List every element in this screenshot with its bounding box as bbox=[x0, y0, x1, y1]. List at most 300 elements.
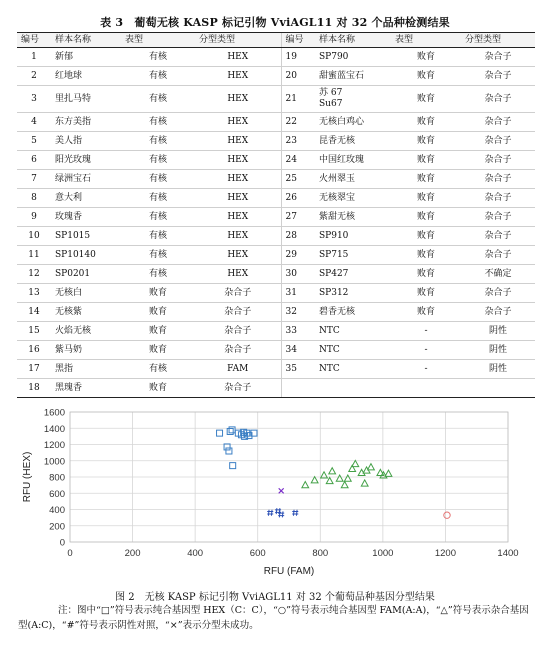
chart-marks bbox=[217, 427, 451, 519]
circle-marker bbox=[444, 512, 450, 518]
table-row bbox=[17, 284, 535, 303]
cell-genotype-text: 杂合子 bbox=[484, 306, 512, 317]
cell-genotype-text: HEX bbox=[227, 249, 249, 260]
table-title: 表 3 葡萄无核 KASP 标记引物 VviAGL11 对 32 个品种检测结果 bbox=[100, 16, 450, 29]
cell-phenotype bbox=[391, 284, 461, 303]
table-row bbox=[17, 113, 535, 132]
cell-genotype-text: 杂合子 bbox=[484, 116, 512, 127]
cell-id bbox=[17, 246, 51, 265]
cell-genotype-text: HEX bbox=[227, 230, 249, 241]
y-tick-label: 1600 bbox=[43, 407, 65, 419]
cell-phenotype bbox=[391, 113, 461, 132]
y-tick-label: 1200 bbox=[43, 440, 65, 451]
cell-phenotype bbox=[121, 151, 195, 170]
table-row bbox=[17, 341, 535, 360]
cell-name bbox=[315, 341, 391, 360]
table-row bbox=[17, 360, 535, 379]
cell-phenotype bbox=[121, 170, 195, 189]
cell-phenotype-text: 有核 bbox=[148, 70, 167, 81]
cell-name bbox=[315, 379, 391, 398]
cell-phenotype-text: 有核 bbox=[148, 116, 167, 127]
cell-id-text: 19 bbox=[285, 51, 297, 62]
cell-id bbox=[281, 208, 315, 227]
cell-genotype bbox=[195, 284, 281, 303]
cell-phenotype-text: 有核 bbox=[148, 230, 167, 241]
cell-genotype-text: 杂合子 bbox=[224, 287, 252, 298]
cell-genotype bbox=[195, 113, 281, 132]
cell-phenotype-text: 败育 bbox=[148, 306, 167, 317]
cell-name-text: SP427 bbox=[319, 268, 349, 279]
cell-name bbox=[315, 246, 391, 265]
x-tick-label: 800 bbox=[312, 548, 329, 559]
cell-name bbox=[315, 208, 391, 227]
square-marker bbox=[227, 429, 233, 435]
cell-name bbox=[51, 284, 121, 303]
header-id-left: 编号 bbox=[17, 33, 51, 48]
cell-phenotype-text: 败育 bbox=[416, 116, 435, 127]
cell-id-text: 20 bbox=[285, 70, 297, 81]
cell-id bbox=[17, 360, 51, 379]
cell-genotype bbox=[461, 48, 535, 67]
chart-axes bbox=[44, 408, 519, 560]
cell-genotype-text: 杂合子 bbox=[484, 93, 512, 104]
header-phenotype-left: 表型 bbox=[121, 33, 195, 48]
cell-genotype-text: HEX bbox=[227, 211, 249, 222]
cell-genotype bbox=[195, 246, 281, 265]
cell-genotype-text: HEX bbox=[227, 192, 249, 203]
cell-name-text: SP0201 bbox=[55, 268, 91, 279]
x-tick-label: 0 bbox=[67, 548, 73, 559]
triangle-marker bbox=[368, 464, 375, 470]
cell-genotype-text: 杂合子 bbox=[224, 325, 252, 336]
cell-name bbox=[315, 151, 391, 170]
cell-genotype bbox=[195, 67, 281, 86]
cell-phenotype bbox=[391, 151, 461, 170]
cell-name-text: 无核翠宝 bbox=[319, 192, 356, 203]
table-row bbox=[17, 86, 535, 113]
cell-id bbox=[281, 284, 315, 303]
square-marker bbox=[217, 430, 223, 436]
cell-id bbox=[281, 132, 315, 151]
cell-id bbox=[17, 265, 51, 284]
cell-name-text: 玫瑰香 bbox=[55, 211, 83, 222]
cell-name bbox=[51, 132, 121, 151]
x-tick-label: 1000 bbox=[372, 548, 394, 559]
x-marker bbox=[279, 488, 284, 493]
cell-genotype-text: HEX bbox=[227, 93, 249, 104]
triangle-marker bbox=[385, 470, 392, 476]
table-row bbox=[17, 322, 535, 341]
cell-phenotype bbox=[391, 86, 461, 113]
cell-id-text: 7 bbox=[31, 173, 37, 184]
cell-id-text: 2 bbox=[31, 70, 37, 81]
cell-genotype-text: 阴性 bbox=[488, 344, 507, 355]
cell-id-text: 15 bbox=[28, 325, 40, 336]
cell-phenotype-text: 有核 bbox=[148, 154, 167, 165]
cell-phenotype bbox=[121, 48, 195, 67]
cell-phenotype bbox=[121, 341, 195, 360]
cell-id bbox=[17, 303, 51, 322]
square-marker bbox=[229, 427, 235, 433]
cell-genotype-text: HEX bbox=[227, 135, 249, 146]
cell-genotype-text: 杂合子 bbox=[484, 154, 512, 165]
cell-name bbox=[51, 113, 121, 132]
y-tick-label: 800 bbox=[49, 472, 65, 484]
cell-phenotype bbox=[121, 227, 195, 246]
cell-id bbox=[17, 151, 51, 170]
cell-name bbox=[315, 132, 391, 151]
cell-phenotype-text: 有核 bbox=[148, 363, 167, 374]
cell-name-text: 紫甜无核 bbox=[319, 211, 356, 222]
cell-name bbox=[315, 284, 391, 303]
cell-genotype bbox=[195, 189, 281, 208]
cell-id bbox=[281, 113, 315, 132]
cell-phenotype bbox=[391, 227, 461, 246]
cell-name bbox=[51, 360, 121, 379]
cell-phenotype bbox=[121, 360, 195, 379]
table-header-row bbox=[17, 33, 535, 48]
cell-id bbox=[281, 189, 315, 208]
cell-genotype bbox=[195, 379, 281, 398]
cell-name bbox=[315, 48, 391, 67]
cell-genotype bbox=[461, 189, 535, 208]
cell-name bbox=[315, 322, 391, 341]
cell-phenotype-text: 败育 bbox=[148, 325, 167, 336]
cell-phenotype-text: 败育 bbox=[148, 287, 167, 298]
cell-genotype-text: 阴性 bbox=[488, 325, 507, 336]
table-row bbox=[17, 170, 535, 189]
table-row bbox=[17, 48, 535, 67]
cell-name bbox=[315, 360, 391, 379]
y-tick-label: 200 bbox=[49, 521, 65, 533]
cell-id-text: 4 bbox=[31, 116, 37, 127]
cell-name-text: SP1015 bbox=[55, 230, 91, 241]
cell-id bbox=[281, 170, 315, 189]
cell-phenotype bbox=[121, 265, 195, 284]
cell-id-text: 1 bbox=[31, 51, 37, 62]
cell-genotype-text: 杂合子 bbox=[484, 230, 512, 241]
table-row bbox=[17, 265, 535, 284]
cell-genotype-text: FAM bbox=[227, 363, 249, 374]
cell-name bbox=[51, 246, 121, 265]
cell-genotype-text: 杂合子 bbox=[484, 192, 512, 203]
cell-id-text: 3 bbox=[31, 93, 37, 104]
cell-name-text: 意大利 bbox=[55, 192, 83, 203]
figure-note: 注：图中“□”符号表示纯合基因型 HEX（C：C），“○”符号表示纯合基因型 FAM(A:A)，“△”符号表示杂合基因型(A:C)，“#”符号表示阴性对照，“×”表示分型未成功。 bbox=[18, 605, 529, 631]
cell-name bbox=[51, 151, 121, 170]
cell-genotype-text: 杂合子 bbox=[484, 211, 512, 222]
cell-phenotype bbox=[121, 303, 195, 322]
cell-phenotype-text: 有核 bbox=[148, 51, 167, 62]
cell-id bbox=[281, 303, 315, 322]
cell-id-text: 24 bbox=[285, 154, 297, 165]
cell-phenotype-text: 有核 bbox=[148, 249, 167, 260]
cell-id-text: 14 bbox=[28, 306, 40, 317]
cell-genotype bbox=[195, 132, 281, 151]
cell-id-text: 33 bbox=[285, 325, 297, 336]
y-tick-label: 1000 bbox=[43, 456, 65, 468]
cell-genotype-text: HEX bbox=[227, 116, 249, 127]
cell-name bbox=[315, 227, 391, 246]
cell-id-text: 17 bbox=[28, 363, 40, 374]
cell-name-text: 无核紫 bbox=[55, 306, 83, 317]
cell-phenotype-text: 败育 bbox=[416, 70, 435, 81]
cell-phenotype-text: 有核 bbox=[148, 173, 167, 184]
cell-genotype-text: 杂合子 bbox=[484, 173, 512, 184]
cell-name-text: SP910 bbox=[319, 230, 349, 241]
cell-genotype bbox=[195, 151, 281, 170]
triangle-marker bbox=[361, 480, 368, 486]
triangle-marker bbox=[344, 475, 351, 481]
chart-grid bbox=[70, 412, 508, 542]
genotype-scatter-chart bbox=[10, 400, 530, 582]
cell-name-text: 苏 67 Su67 bbox=[319, 88, 343, 109]
cell-name-text: 无核白 bbox=[55, 287, 83, 298]
cell-genotype bbox=[195, 48, 281, 67]
cell-phenotype-text: 有核 bbox=[148, 211, 167, 222]
triangle-marker bbox=[329, 468, 336, 474]
cell-id-text: 30 bbox=[285, 268, 297, 279]
cell-name bbox=[51, 170, 121, 189]
y-tick-label: 400 bbox=[49, 505, 65, 516]
header-id-right: 编号 bbox=[281, 33, 315, 48]
cell-id-text: 26 bbox=[285, 192, 297, 203]
cell-id bbox=[281, 227, 315, 246]
cell-id-text: 25 bbox=[285, 173, 297, 184]
triangle-marker bbox=[311, 477, 318, 483]
cell-id bbox=[17, 227, 51, 246]
cell-id bbox=[17, 170, 51, 189]
cell-phenotype-text: 败育 bbox=[416, 93, 435, 104]
cell-id-text: 9 bbox=[31, 211, 37, 222]
cell-id-text: 5 bbox=[31, 135, 37, 146]
cell-genotype bbox=[195, 360, 281, 379]
cell-id-text: 10 bbox=[28, 230, 40, 241]
cell-name bbox=[51, 227, 121, 246]
x-axis-label: RFU (FAM) bbox=[263, 566, 315, 577]
cell-name-text: 火州翠玉 bbox=[319, 173, 356, 184]
cell-phenotype bbox=[121, 113, 195, 132]
cell-id-text: 31 bbox=[285, 287, 297, 298]
triangle-marker bbox=[341, 482, 348, 488]
cell-genotype bbox=[461, 360, 535, 379]
cell-phenotype bbox=[121, 284, 195, 303]
cell-id-text: 32 bbox=[285, 306, 297, 317]
cell-name-text: NTC bbox=[319, 344, 340, 355]
cell-name-text: 黑瑰香 bbox=[55, 382, 83, 393]
cell-name-text: 黑指 bbox=[55, 363, 74, 374]
cell-phenotype-text: - bbox=[424, 325, 428, 336]
cell-genotype bbox=[461, 86, 535, 113]
cell-id bbox=[17, 86, 51, 113]
cell-id-text: 21 bbox=[285, 93, 297, 104]
cell-genotype bbox=[461, 208, 535, 227]
cell-id bbox=[281, 341, 315, 360]
cell-phenotype-text: 败育 bbox=[416, 173, 435, 184]
cell-name-text: SP312 bbox=[319, 287, 349, 298]
cell-id bbox=[281, 48, 315, 67]
cell-name-text: SP10140 bbox=[55, 249, 96, 260]
cell-phenotype bbox=[121, 322, 195, 341]
header-name-right: 样本名称 bbox=[315, 33, 391, 48]
cell-phenotype bbox=[121, 246, 195, 265]
cell-name bbox=[51, 341, 121, 360]
cell-phenotype bbox=[391, 360, 461, 379]
cell-phenotype-text: 败育 bbox=[416, 211, 435, 222]
cell-name bbox=[51, 265, 121, 284]
cell-phenotype bbox=[121, 132, 195, 151]
cell-phenotype bbox=[121, 208, 195, 227]
cell-genotype-text: HEX bbox=[227, 173, 249, 184]
cell-name-text: SP790 bbox=[319, 51, 349, 62]
cell-name bbox=[51, 379, 121, 398]
cell-phenotype-text: 败育 bbox=[416, 230, 435, 241]
cell-id-text: 18 bbox=[28, 382, 40, 393]
cell-genotype bbox=[461, 303, 535, 322]
triangle-marker bbox=[352, 460, 359, 466]
x-tick-label: 1200 bbox=[434, 548, 456, 559]
cell-phenotype-text: - bbox=[424, 344, 428, 355]
cell-name bbox=[51, 86, 121, 113]
cell-id bbox=[281, 360, 315, 379]
cell-genotype-text: 杂合子 bbox=[484, 135, 512, 146]
cell-phenotype bbox=[391, 132, 461, 151]
cell-phenotype bbox=[121, 379, 195, 398]
cell-genotype bbox=[461, 322, 535, 341]
table-row bbox=[17, 303, 535, 322]
cell-name bbox=[51, 67, 121, 86]
cell-phenotype bbox=[121, 86, 195, 113]
cell-phenotype bbox=[391, 67, 461, 86]
cell-name bbox=[51, 303, 121, 322]
cell-id bbox=[17, 113, 51, 132]
cell-genotype-text: 杂合子 bbox=[224, 382, 252, 393]
cell-genotype bbox=[461, 341, 535, 360]
cell-phenotype bbox=[391, 379, 461, 398]
cell-phenotype bbox=[391, 246, 461, 265]
triangle-marker bbox=[336, 475, 343, 481]
cell-id bbox=[281, 322, 315, 341]
cell-genotype-text: 杂合子 bbox=[484, 249, 512, 260]
cell-phenotype bbox=[391, 170, 461, 189]
square-marker bbox=[226, 448, 232, 454]
cell-genotype bbox=[195, 265, 281, 284]
cell-phenotype-text: 有核 bbox=[148, 268, 167, 279]
cell-phenotype-text: 败育 bbox=[416, 154, 435, 165]
cell-genotype bbox=[195, 227, 281, 246]
cell-id bbox=[17, 284, 51, 303]
header-genotype-right: 分型类型 bbox=[461, 33, 535, 48]
cell-genotype bbox=[195, 303, 281, 322]
cell-genotype bbox=[195, 170, 281, 189]
cell-id-text: 8 bbox=[31, 192, 37, 203]
cell-name-text: 无核白鸡心 bbox=[319, 116, 365, 127]
cell-phenotype bbox=[391, 341, 461, 360]
header-genotype-left: 分型类型 bbox=[195, 33, 281, 48]
cell-name-text: 紫马奶 bbox=[55, 344, 83, 355]
y-axis-label: RFU (HEX) bbox=[22, 451, 33, 503]
cell-phenotype-text: 败育 bbox=[416, 51, 435, 62]
cell-genotype-text: 不确定 bbox=[484, 268, 512, 279]
table-row bbox=[17, 208, 535, 227]
cell-id bbox=[281, 379, 315, 398]
cell-genotype bbox=[461, 246, 535, 265]
cell-phenotype-text: 败育 bbox=[416, 135, 435, 146]
cell-id-text: 12 bbox=[28, 268, 40, 279]
cell-id bbox=[17, 379, 51, 398]
cell-phenotype-text: 有核 bbox=[148, 93, 167, 104]
cell-genotype-text: 杂合子 bbox=[224, 344, 252, 355]
cell-genotype bbox=[461, 227, 535, 246]
results-table bbox=[17, 32, 535, 398]
cell-name-text: 东方美指 bbox=[55, 116, 92, 127]
cell-name bbox=[51, 208, 121, 227]
table-row bbox=[17, 67, 535, 86]
cell-genotype bbox=[461, 170, 535, 189]
cell-id-text: 35 bbox=[285, 363, 297, 374]
cell-id-text: 6 bbox=[31, 154, 37, 165]
cell-phenotype-text: 有核 bbox=[148, 135, 167, 146]
cell-id-text: 29 bbox=[285, 249, 297, 260]
cell-name bbox=[315, 189, 391, 208]
cell-id bbox=[17, 67, 51, 86]
hash-marker bbox=[267, 510, 273, 516]
cell-genotype-text: 杂合子 bbox=[224, 306, 252, 317]
cell-genotype bbox=[461, 265, 535, 284]
cell-genotype bbox=[195, 341, 281, 360]
cell-id-text: 34 bbox=[285, 344, 297, 355]
cell-phenotype bbox=[391, 265, 461, 284]
cell-phenotype bbox=[391, 322, 461, 341]
cell-id bbox=[281, 86, 315, 113]
cell-id bbox=[17, 48, 51, 67]
x-tick-label: 200 bbox=[124, 548, 141, 559]
cell-genotype-text: 杂合子 bbox=[484, 70, 512, 81]
cell-id bbox=[17, 189, 51, 208]
cell-id bbox=[17, 341, 51, 360]
table-row bbox=[17, 132, 535, 151]
cell-genotype bbox=[195, 208, 281, 227]
cell-genotype-text: HEX bbox=[227, 154, 249, 165]
cell-phenotype bbox=[391, 189, 461, 208]
table-row bbox=[17, 246, 535, 265]
cell-id bbox=[281, 246, 315, 265]
y-tick-label: 0 bbox=[59, 537, 65, 549]
cell-genotype-text: HEX bbox=[227, 70, 249, 81]
table-row bbox=[17, 227, 535, 246]
cell-name-text: NTC bbox=[319, 325, 340, 336]
cell-name-text: 火焰无核 bbox=[55, 325, 92, 336]
cell-name-text: 里扎马特 bbox=[55, 93, 92, 104]
cell-name bbox=[315, 265, 391, 284]
cell-phenotype bbox=[391, 303, 461, 322]
table-body bbox=[17, 48, 535, 398]
cell-phenotype bbox=[391, 48, 461, 67]
x-tick-label: 600 bbox=[249, 548, 266, 559]
cell-genotype bbox=[461, 132, 535, 151]
cell-phenotype-text: 败育 bbox=[416, 192, 435, 203]
cell-name bbox=[315, 303, 391, 322]
cell-id bbox=[17, 322, 51, 341]
header-name-left: 样本名称 bbox=[51, 33, 121, 48]
cell-genotype-text: HEX bbox=[227, 268, 249, 279]
cell-genotype bbox=[461, 113, 535, 132]
cell-genotype bbox=[195, 322, 281, 341]
figure-caption: 图 2 无核 KASP 标记引物 VviAGL11 对 32 个葡萄品种基因分型结果 bbox=[115, 592, 435, 603]
cell-phenotype-text: 败育 bbox=[148, 344, 167, 355]
cell-name bbox=[315, 170, 391, 189]
square-marker bbox=[230, 463, 236, 469]
